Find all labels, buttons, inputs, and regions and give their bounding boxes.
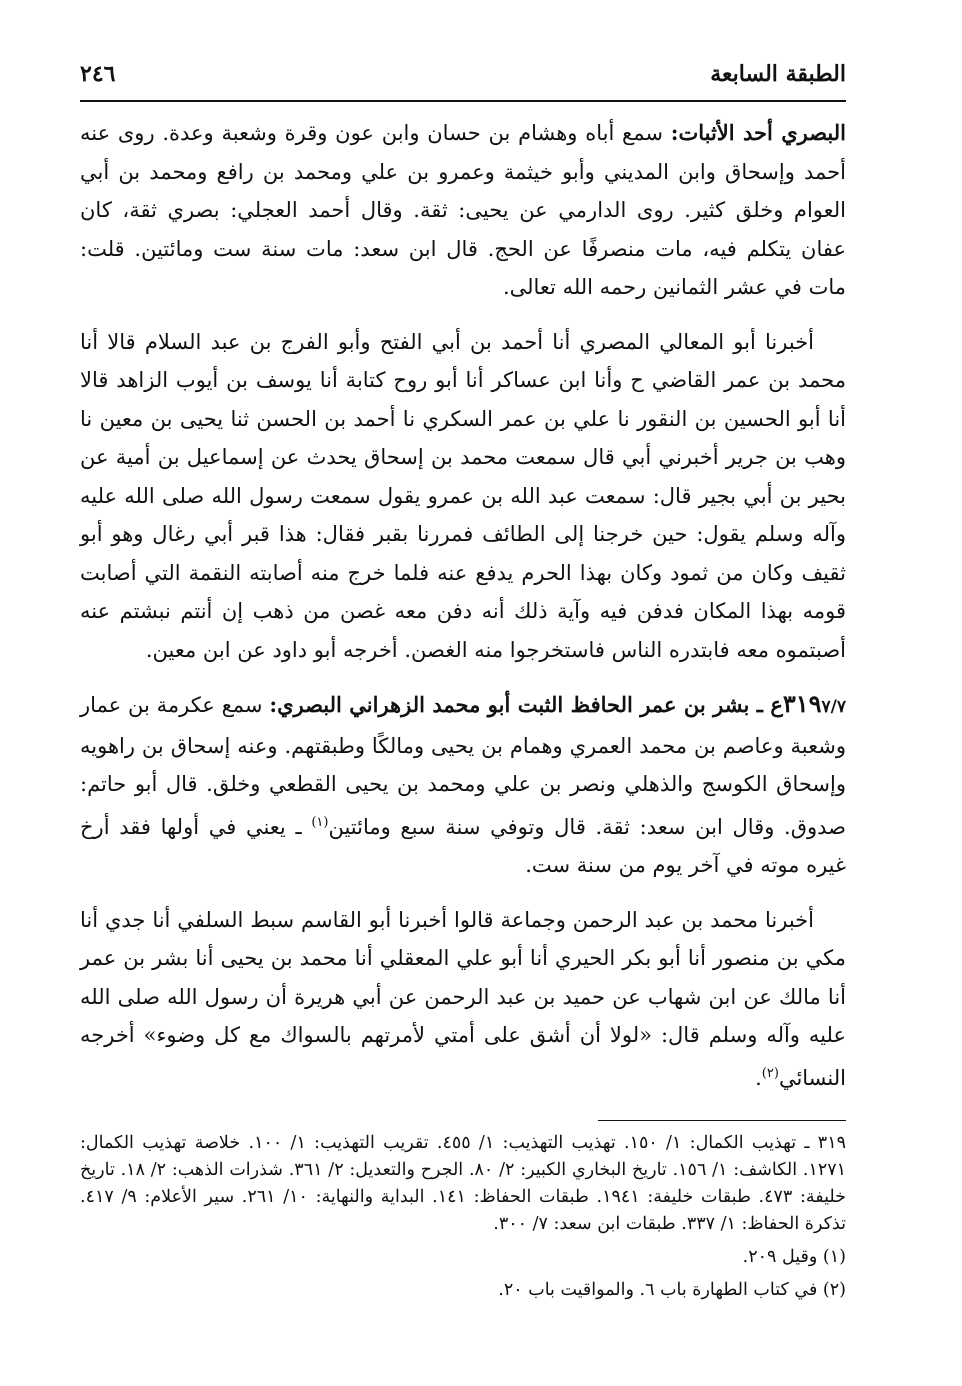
footnote-sources: ٣١٩ ـ تهذيب الكمال: ١/ ١٥٠. تهذيب التهذيب: ١/ ٤٥٥. تقريب التهذيب: ١/ ١٠٠. خلاصة تهذيب الكمال: ١٢٧١. الكاشف: ١/ ١٥٦. تاريخ البخاري الكبير: ٢/ ٨٠. الجرح والتعديل: ٢/ ٣٦١. شذرات الذهب: ٢/ ١٨. تاريخ خليفة: ٤٧٣. طبقات خليفة: ١٩٤١. طبقات الحفاظ: ١٤١. البداية والنهاية: ١٠/ ٢٦١. سير الأعلام: ٩/ ٤١٧. تذكرة الحفاظ: ١/ ٣٣٧. طبقات ابن سعد: ٧/ ٣٠٠. (80, 1133, 847, 1234)
entry-name: بشر بن عمر الحافظ الثبت أبو محمد الزهراني البصري: (269, 692, 750, 717)
section-title: الطبقة السابعة (710, 61, 846, 87)
biography-text: سمع أباه وهشام بن حسان وابن عون وقرة وشعبة وعدة. روى عنه أحمد وإسحاق وابن المديني وأبو خيثمة وعمرو بن علي ومحمد بن رافع ومحمد بن أبي العوام وخلق كثير. روى الدارمي عن يحيى: ثقة. وقال أحمد العجلي: بصري ثقة، كان عفان يتكلم فيه، مات منصرفًا عن الحج. قال ابن سعد: مات سنة ست ومائتين. قلت: مات في عشر الثمانين رحمه الله تعالى. (80, 121, 846, 299)
header-divider (80, 100, 846, 102)
entry-dash: ـ (749, 692, 771, 717)
hadith-text-2-tail: . (755, 1065, 762, 1090)
footnote-2: (٢) في كتاب الطهارة باب ٦. والمواقيت باب ٢٠. (498, 1280, 846, 1300)
entry-text-tail: ـ يعني في أولها فقد أرخ غيره موته في آخر يوم من سنة ست. (80, 814, 846, 877)
paragraph-biography-continued (80, 114, 846, 307)
entry-number: ٣١٩ (782, 689, 822, 718)
footnote-1: (١) وقيل ٢٠٩. (742, 1247, 846, 1267)
footnote-divider (598, 1120, 846, 1121)
page-header (80, 56, 846, 92)
page-number: ٢٤٦ (80, 61, 116, 87)
paragraph-hadith-chain-1 (80, 323, 846, 670)
main-text (80, 114, 846, 1113)
entry-319 (80, 685, 846, 885)
footnotes (80, 1130, 846, 1304)
hadith-text-1: أخبرنا أبو المعالي المصري أنا أحمد بن أبي الفتح وأبو الفرج بن عبد السلام قالا أنا محمد بن عمر القاضي ح وأنا ابن عساكر أنا أبو روح كتابة أنا يوسف بن أيوب الزاهد قالا أنا أبو الحسين بن النقور نا علي بن عمر السكري نا أحمد بن الحسن ثنا يحيى بن معين نا وهب بن جرير أخبرني أبي قال سمعت محمد بن إسحاق يحدث عن إسماعيل بن أمية عن بحير بن أبي بجير قال: سمعت عبد الله بن عمرو يقول سمعت رسول الله صلى الله عليه وآله وسلم يقول: حين خرجنا إلى الطائف فمررنا بقبر فقال: هذا قبر أبي رغال وهو أبو ثقيف وكان من ثمود وكان بهذا الحرم يدفع عنه فلما خرج منه أصابته النقمة التي أصابت قومه بهذا المكان فدفن فيه وآية ذلك أنه دفن معه غصن من ذهب إن أنتم نبشتم عنه أصبتموه معه فابتدره الناس فاستخرجوا منه الغصن. أخرجه أبو داود عن ابن معين. (80, 329, 846, 662)
footnote-ref-1[interactable]: (١) (311, 814, 329, 830)
entry-text: سمع عكرمة بن عمار وشعبة وعاصم بن محمد العمري وهمام بن يحيى ومالكًا وطبقتهم. وعنه إسحاق بن راهويه وإسحاق الكوسج والذهلي ونصر بن علي ومحمد بن يحيى القطعي وخلق. قال أبو حاتم: صدوق. وقال ابن سعد: ثقة. قال وتوفي سنة سبع ومائتين (80, 693, 846, 839)
entry-fraction: ٧/٧ (821, 697, 846, 717)
footnote-ref-2[interactable]: (٢) (761, 1065, 779, 1081)
hadith-text-2: أخبرنا محمد بن عبد الرحمن وجماعة قالوا أخبرنا أبو القاسم سبط السلفي أنا جدي أنا مكي بن منصور أنا أبو بكر الحيري أنا أبو علي المعقلي أنا محمد بن يحيى أنا بشر بن عمر أنا مالك عن ابن شهاب عن حميد بن عبد الرحمن عن أبي هريرة أن رسول الله صلى الله عليه وآله وسلم قال: «لولا أن أشق على أمتي لأمرتهم بالسواك مع كل وضوء» أخرجه النسائي (80, 907, 846, 1090)
paragraph-hadith-chain-2 (80, 901, 846, 1098)
entry-mark: ع (770, 692, 783, 717)
biography-lead: البصري أحد الأثبات: (670, 120, 846, 145)
